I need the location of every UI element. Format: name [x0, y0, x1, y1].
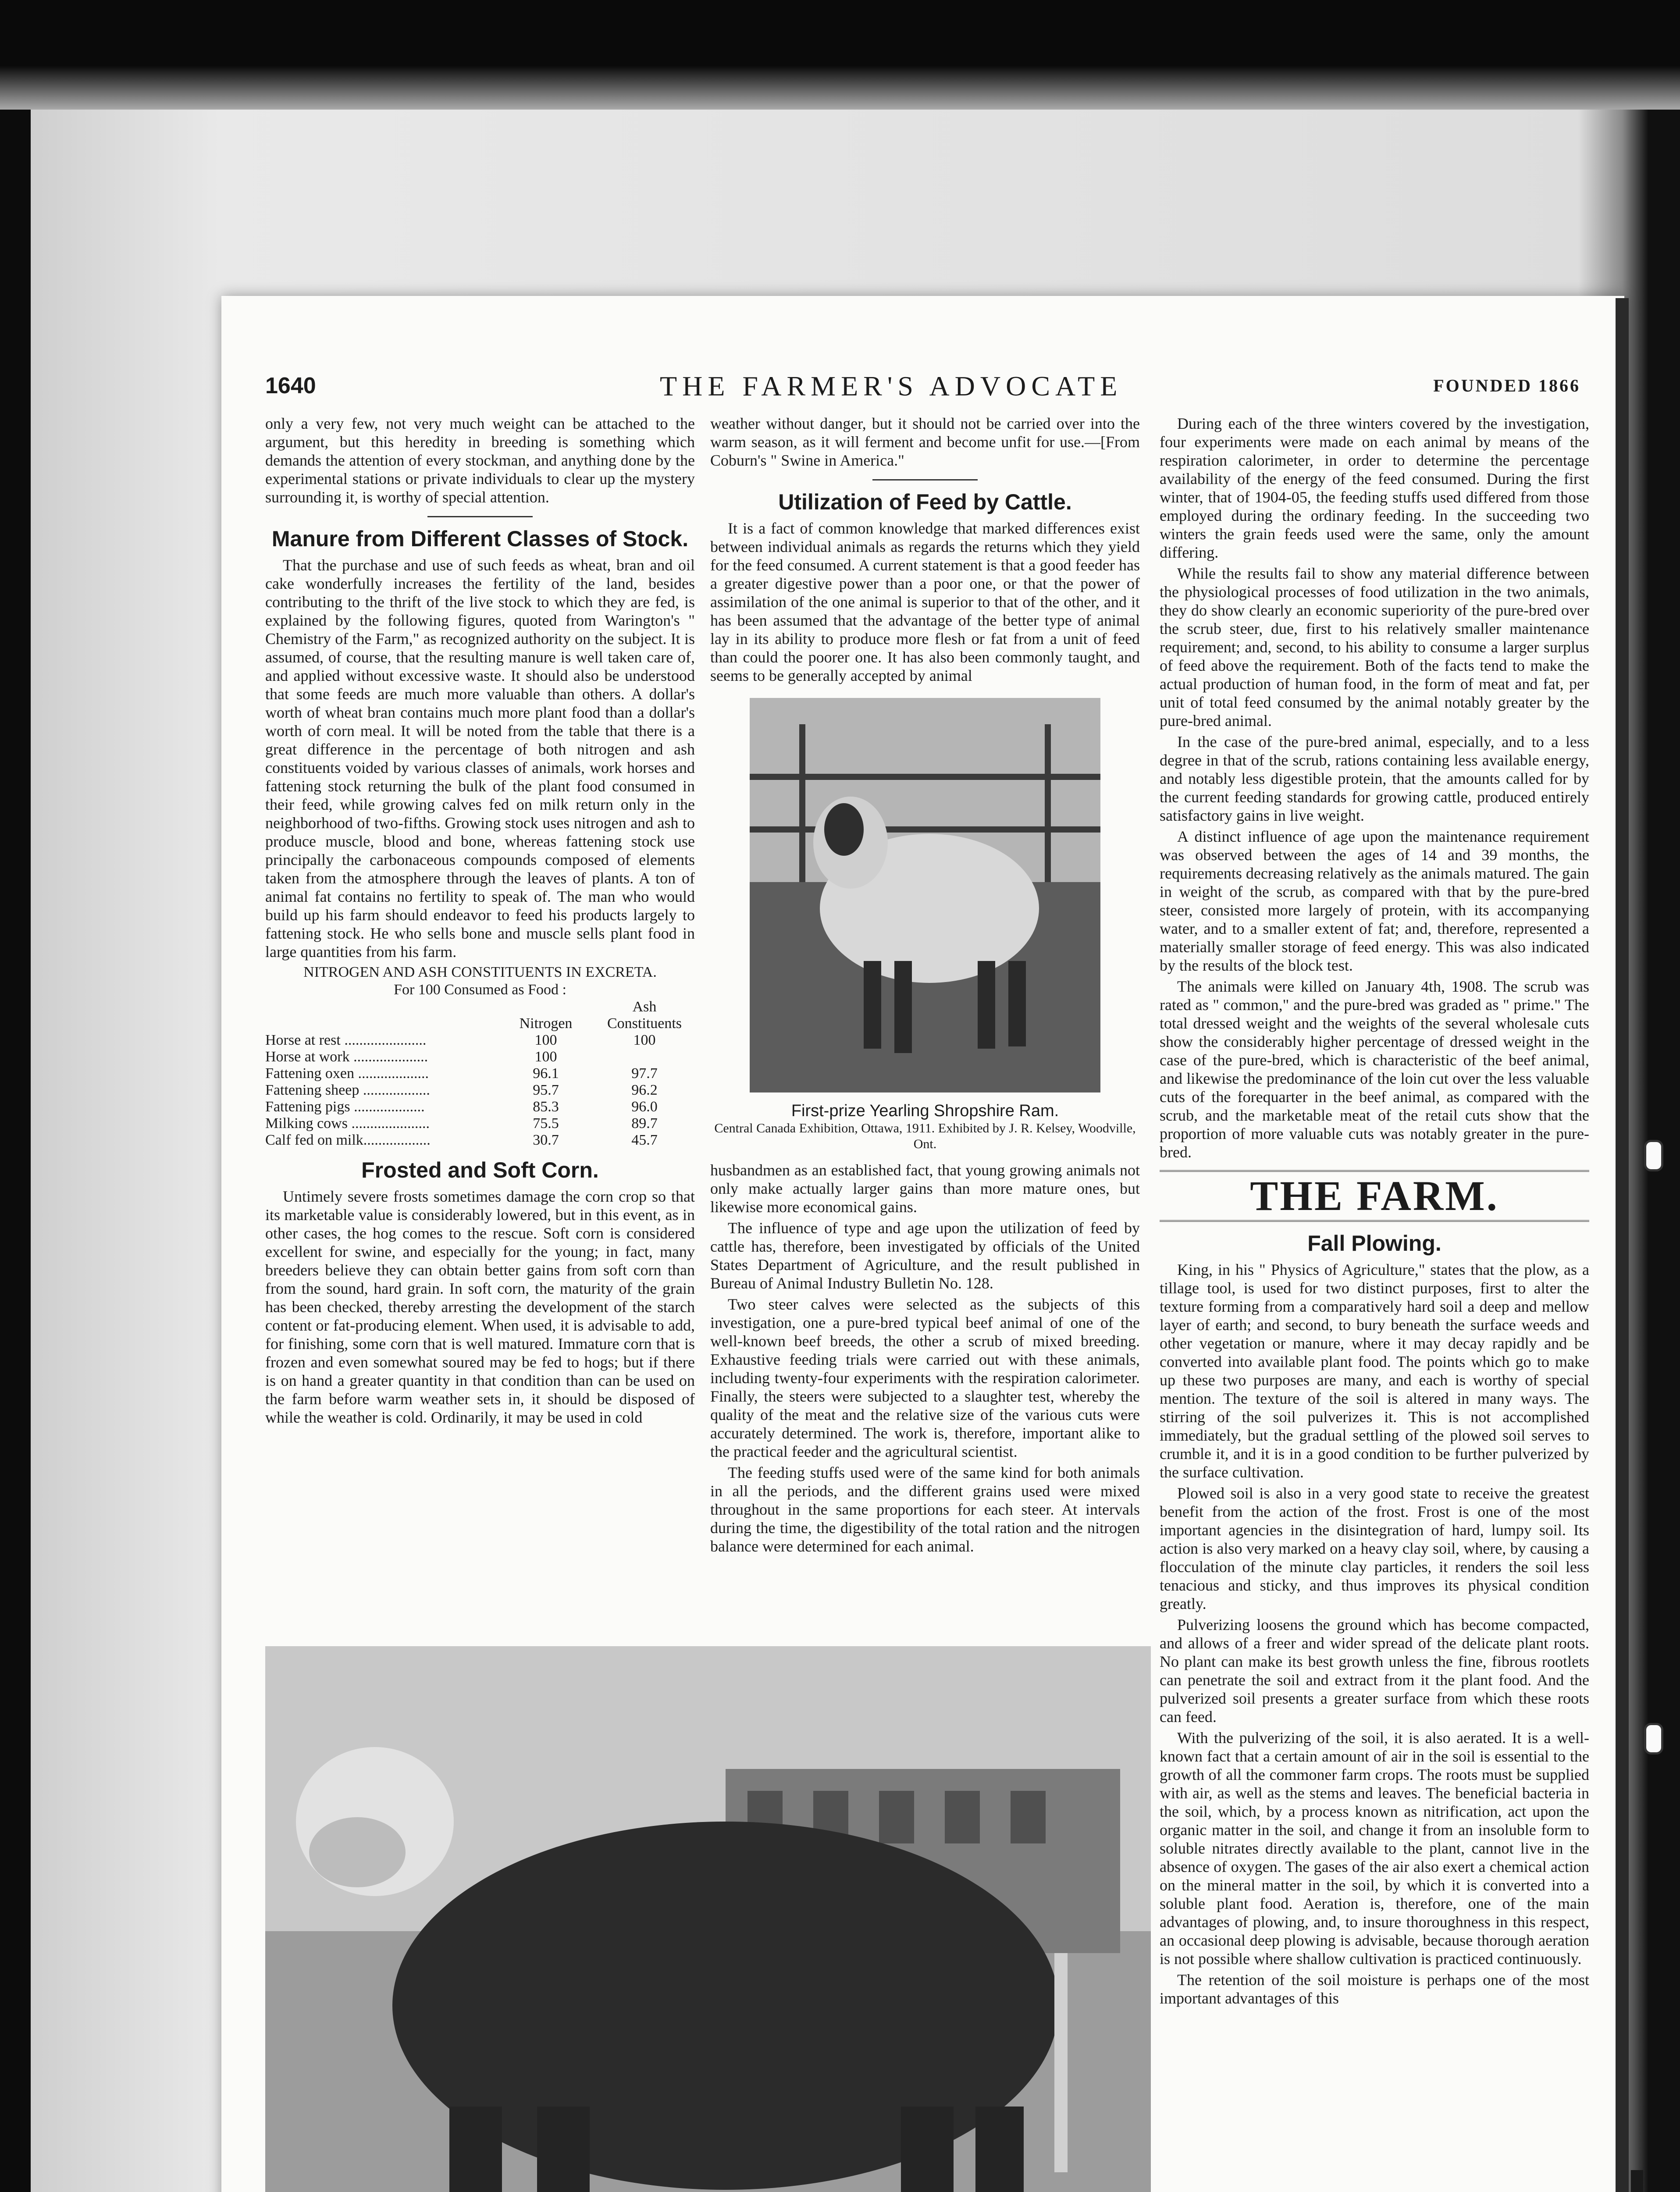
bull-illustration	[265, 1646, 1151, 2192]
paragraph: While the results fail to show any material difference between the physiological processes of food utilization in the two animals, they do show clearly an economic superiority of the pure-bred over the scrub steer, due, first to his relatively smaller maintenance requirement; and, second, to his ability to consume a larger surplus of feed above the requirement. Both of the facts tend to make the actual production of human food, in the form of meat and fat, per unit of total feed consumed by the animal notably greater by the pure-bred animal.	[1160, 565, 1589, 729]
row-label: Horse at work ....................	[265, 1049, 428, 1065]
paragraph: Untimely severe frosts sometimes damage the corn crop so that its marketable value is considerably lowered, but in this event, as in other cases, the hog comes to the rescue. Soft corn is considered excellent for swine, and especially for the young; in fact, many breeders believe they can obtain better gains from soft corn than from the sound, hard grain. In soft corn, the maturity of the grain has been checked, thereby arresting the development of the starch content or fat-producing element. When used, it is advisable to add, for finishing, some corn that is well matured. Immature corn that is frozen and even somewhat soured may be fed to hogs; but if there is on hand a greater quantity in that condition than can be used on the farm before warm weather sets in, it should be disposed of while the weather is cold. Ordinarily, it may be used in cold	[265, 1188, 695, 1426]
table-row	[265, 1115, 695, 1132]
column-3	[1160, 414, 1589, 2010]
paragraph: weather without danger, but it should not be carried over into the warm season, as it will ferment and become unfit for use.—[From Coburn's " Swine in America."	[710, 415, 1140, 469]
nitrogen-cell: 100	[534, 1032, 557, 1048]
ash-cell: 96.0	[631, 1099, 658, 1115]
page-header	[265, 370, 1580, 403]
ash-cell: 45.7	[631, 1132, 658, 1148]
section-banner-title: THE FARM.	[1250, 1172, 1499, 1219]
ash-cell: 97.7	[631, 1065, 658, 1082]
table-row	[265, 1082, 695, 1099]
paragraph: In the case of the pure-bred animal, especially, and to a less degree in that of the scrub, rations containing less available energy, and notably less digestible protein, that the amounts called for by the current feeding standards for growing cattle, produced entirely satisfactory gains in live weight.	[1160, 733, 1589, 824]
table-row	[265, 1032, 695, 1049]
table-row	[265, 1132, 695, 1149]
photo-caption: First-prize Yearling Shropshire Ram.	[791, 1102, 1059, 1120]
newspaper-page	[221, 296, 1624, 2192]
ash-cell: 96.2	[631, 1082, 658, 1098]
column-header: Nitrogen	[519, 1015, 573, 1032]
article-title: Frosted and Soft Corn.	[361, 1158, 599, 1182]
article-title: Fall Plowing.	[1307, 1231, 1442, 1256]
article-title: Utilization of Feed by Cattle.	[778, 490, 1072, 514]
founded-year: FOUNDED 1866	[1433, 376, 1580, 395]
row-label: Milking cows .....................	[265, 1115, 430, 1132]
divider	[427, 516, 533, 517]
masthead-title: THE FARMER'S ADVOCATE	[660, 370, 1123, 402]
paragraph: It is a fact of common knowledge that marked differences exist between individual animals as regards the returns which they yield for the feed consumed. A current statement is that a good feeder has a greater digestive power than a poor one, or that the power of assimilation of the one animal is superior to that of the other, and it has been assumed that the advantage of the better type of animal lay in its ability to produce more flesh or fat from a unit of feed than could the poorer one. It has also been commonly taught, and seems to be generally accepted by animal	[710, 520, 1140, 684]
nitrogen-cell: 75.5	[533, 1115, 559, 1132]
ash-cell: 100	[633, 1032, 656, 1048]
nitrogen-cell: 96.1	[533, 1065, 559, 1082]
bull-figure	[265, 1646, 1151, 2192]
table-row	[265, 1065, 695, 1082]
nitrogen-ash-table	[265, 999, 695, 1149]
article-title: Manure from Different Classes of Stock.	[271, 527, 689, 551]
film-edge-bar	[1631, 2170, 1643, 2192]
ash-cell: 89.7	[631, 1115, 658, 1132]
paragraph: Plowed soil is also in a very good state to receive the greatest benefit from the action of the frost. Frost is one of the most important agencies in the disintegration of hard, lumpy soil. Its action is also very marked on a heavy clay soil, where, by causing a flocculation of the minute clay particles, it renders the soil less tenacious and sticky, and thus improves its physical condition greatly.	[1160, 1484, 1589, 1612]
column-1	[265, 414, 695, 1429]
row-label: Fattening pigs ...................	[265, 1099, 425, 1115]
paragraph: That the purchase and use of such feeds as wheat, bran and oil cake wonderfully increases the fertility of the land, besides contributing to the thrift of the live stock to which they are fed, is explained by the following figures, quoted from Warington's " Chemistry of the Farm," as recognized authority on the subject. It is assumed, of course, that the resulting manure is well taken care of, and applied without excessive waste. It should also be understood that some feeds are much more valuable than others. A dollar's worth of wheat bran contains much more plant food than a dollar's worth of corn meal. It will be noted from the table that there is a great difference in the percentage of both nitrogen and ash constituents voided by various classes of animals, work horses and fattening stock returning the bulk of the plant food consumed in their feed, while growing calves fed on milk return only in the neighborhood of two-fifths. Growing stock uses nitrogen and ash to produce muscle, blood and bone, whereas fattening stock use principally the carbonaceous compounds composed of elements taken from the atmosphere through the leaves of plants. A ton of animal fat contains no fertility to speak of. The man who would build up his farm should endeavor to feed his products largely to fattening stock. He who sells bone and muscle sells plant food in large quantities from his farm.	[265, 556, 695, 961]
paragraph: Two steer calves were selected as the subjects of this investigation, one a pure-bred typical beef animal of one of the well-known beef breeds, the other a scrub of mixed breeding. Exhaustive feeding trials were carried out with these animals, including twenty-four experiments with the respiration calorimeter. Finally, the steers were subjected to a slaughter test, whereby the quality of the meat and the relative size of the various cuts were accurately determined. The work is, therefore, important alike to the practical feeder and the agricultural scientist.	[710, 1295, 1140, 1460]
paragraph: With the pulverizing of the soil, it is also aerated. It is a well-known fact that a certain amount of air in the soil is essential to the growth of all the commoner farm crops. The roots must be supplied with air, as well as the stems and leaves. The beneficial bacteria in the soil, which, by a process known as nitrification, act upon the organic matter in the soil, and change it from an insoluble form to soluble nitrates directly available to the plant, cannot live in the absence of oxygen. The gases of the air also exert a chemical action on the mineral matter in the soil, by which it is converted into a soluble plant food. Aeration is, therefore, one of the main advantages of plowing, and, to insure thoroughness in this respect, an occasional deep plowing is advisable, because thorough aeration is not possible where shallow cultivation is practiced continuously.	[1160, 1729, 1589, 1968]
film-edge-bar	[1616, 298, 1629, 2192]
table-subtitle: For 100 Consumed as Food :	[394, 982, 566, 998]
nitrogen-cell: 100	[534, 1049, 557, 1065]
row-label: Horse at rest ......................	[265, 1032, 427, 1048]
paragraph: only a very few, not very much weight can be attached to the argument, but this heredity in breeding is something which demands the attention of every stockman, and anything done by the experimental stations or private individuals to clear up the mystery surrounding it, is worthy of special attention.	[265, 415, 695, 506]
paragraph: King, in his " Physics of Agriculture," states that the plow, as a tillage tool, is used for two distinct purposes, first to alter the texture forming from a comparatively hard soil a deep and mellow layer of earth; and second, to bury beneath the surface weeds and other vegetation or manure, where it may decay rapidly and be converted into available plant food. The points which go to make up these two purposes are many, and each is worthy of special mention. The texture of the soil is altered in many ways. The stirring of the soil pulverizes it. This is not accomplished immediately, but the gradual settling of the plowed soil serves to crumble it, and it is in a good condition to be further pulverized by the surface cultivation.	[1160, 1261, 1589, 1481]
film-sprocket-hole	[1644, 1723, 1663, 1754]
row-label: Fattening oxen ...................	[265, 1065, 429, 1082]
table-header-row	[265, 999, 695, 1015]
paragraph: A distinct influence of age upon the maintenance requirement was observed between the ages of 14 and 39 months, the requirements decreasing relatively as the animals matured. The gain in weight of the scrub, as compared with that by the pure-bred steer, consisted more largely of protein, with its accompanying water, and to a smaller extent of fat; and, therefore, represented a materially smaller storage of feed energy. This was also indicated by the results of the block test.	[1160, 828, 1589, 974]
nitrogen-cell: 95.7	[533, 1082, 559, 1098]
paragraph: The retention of the soil moisture is perhaps one of the most important advantages of this	[1160, 1971, 1589, 2007]
row-label: Calf fed on milk..................	[265, 1132, 431, 1148]
ram-illustration	[750, 698, 1100, 1092]
column-header: Constituents	[607, 1015, 682, 1032]
paragraph: husbandmen as an established fact, that young growing animals not only make actually larger gains than more mature ones, but likewise more economical gains.	[710, 1161, 1140, 1216]
column-2	[710, 414, 1140, 1558]
ram-photo	[750, 698, 1100, 1092]
photo-subcaption: Central Canada Exhibition, Ottawa, 1911. Exhibited by J. R. Kelsey, Woodville, Ont.	[714, 1121, 1136, 1151]
table-row	[265, 1049, 695, 1065]
paragraph: The feeding stuffs used were of the same kind for both animals in all the periods, and the different grains used were mixed throughout in the same proportions for each steer. At intervals during the time, the digestibility of the total ration and the nitrogen balance were determined for each animal.	[710, 1464, 1140, 1555]
paragraph: During each of the three winters covered by the investigation, four experiments were made on each animal by means of the respiration calorimeter, in order to determine the percentage availability of the energy of the feed consumed. During the first winter, that of 1904-05, the feeding stuffs used differed from those employed during the ordinary feeding. In the succeeding two winters the grain feeds used were the same, only the amount differing.	[1160, 415, 1589, 561]
bull-photo	[265, 1646, 1151, 2192]
paragraph: The animals were killed on January 4th, 1908. The scrub was rated as " common," and the pure-bred was graded as " prime." The total dressed weight and the weights of the several wholesale cuts show the considerably higher percentage of dressed weight in the case of the pure-bred, which is characteristic of the beef animal, and likewise the predominance of the loin cut over the less valuable cuts of the forequarter in the beef animal, as compared with the scrub, and the marketable meat of the retail cuts show that the proportion of more valuable cuts was notably greater in the pure-bred.	[1160, 978, 1589, 1161]
table-title: NITROGEN AND ASH CONSTITUENTS IN EXCRETA.	[303, 964, 657, 980]
nitrogen-cell: 30.7	[533, 1132, 559, 1148]
column-header: Ash	[632, 999, 657, 1015]
page-number: 1640	[265, 373, 316, 399]
nitrogen-cell: 85.3	[533, 1099, 559, 1115]
paragraph: Pulverizing loosens the ground which has become compacted, and allows of a freer and wider spread of the delicate plant roots. No plant can make its best growth unless the fine, fibrous rootlets can penetrate the soil and extract from it the plant food. And the pulverized soil presents a greater surface from which these roots can feed.	[1160, 1616, 1589, 1726]
section-banner	[1160, 1170, 1589, 1222]
paragraph: The influence of type and age upon the utilization of feed by cattle has, therefore, been investigated by officials of the United States Department of Agriculture, and the result published in Bureau of Animal Industry Bulletin No. 128.	[710, 1219, 1140, 1292]
ash-cell	[594, 1049, 695, 1065]
table-header-row	[265, 1015, 695, 1032]
row-label: Fattening sheep ..................	[265, 1082, 430, 1098]
film-sprocket-hole	[1644, 1140, 1663, 1171]
table-row	[265, 1099, 695, 1115]
microfilm-top-edge	[0, 0, 1680, 110]
divider	[872, 479, 978, 480]
